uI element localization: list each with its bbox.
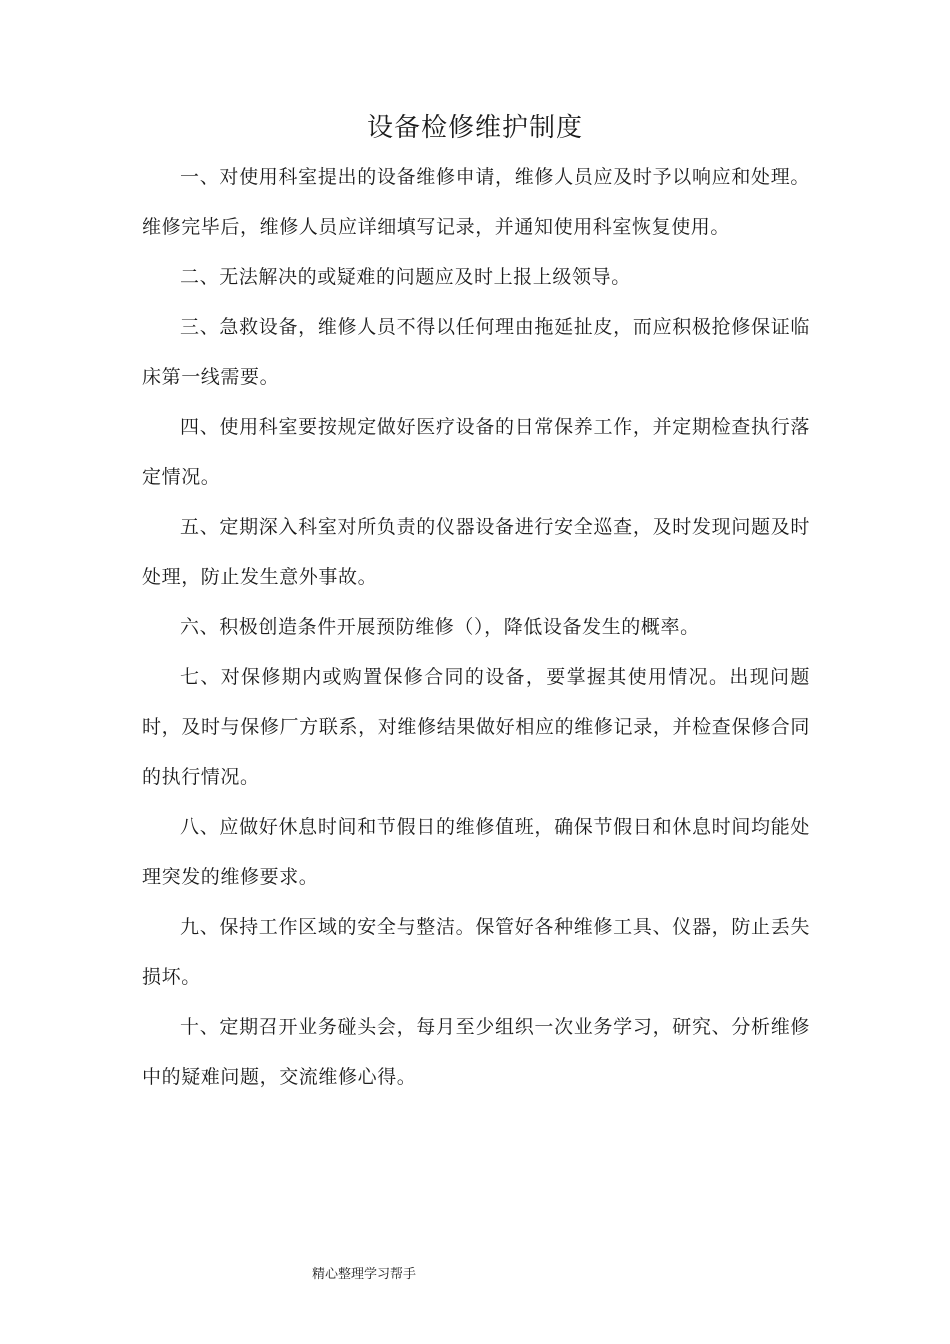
- paragraph-9: 九、保持工作区域的安全与整洁。保管好各种维修工具、仪器，防止丢失损坏。: [142, 916, 810, 988]
- paragraph-10: 十、定期召开业务碰头会，每月至少组织一次业务学习，研究、分析维修中的疑难问题，交流维修心得。: [142, 1016, 810, 1088]
- paragraph-5: 五、定期深入科室对所负责的仪器设备进行安全巡查，及时发现问题及时处理，防止发生意外事故。: [142, 516, 810, 588]
- paragraph-1: 一、对使用科室提出的设备维修申请，维修人员应及时予以响应和处理。维修完毕后，维修人员应详细填写记录，并通知使用科室恢复使用。: [142, 166, 810, 238]
- paragraph-4: 四、使用科室要按规定做好医疗设备的日常保养工作，并定期检查执行落定情况。: [142, 416, 810, 488]
- document-body: [142, 152, 810, 1102]
- page-footer: 精心整理学习帮手: [312, 1267, 417, 1282]
- paragraph-2: 二、无法解决的或疑难的问题应及时上报上级领导。: [180, 266, 631, 288]
- paragraph-8: 八、应做好休息时间和节假日的维修值班，确保节假日和休息时间均能处理突发的维修要求。: [142, 816, 810, 888]
- paragraph-3: 三、急救设备，维修人员不得以任何理由拖延扯皮，而应积极抢修保证临床第一线需要。: [142, 316, 810, 388]
- paragraph-7: 七、对保修期内或购置保修合同的设备，要掌握其使用情况。出现问题时，及时与保修厂方联系，对维修结果做好相应的维修记录，并检查保修合同的执行情况。: [142, 666, 810, 788]
- document-title: 设备检修维护制度: [366, 113, 583, 143]
- paragraph-6: 六、积极创造条件开展预防维修（），降低设备发生的概率。: [180, 616, 700, 638]
